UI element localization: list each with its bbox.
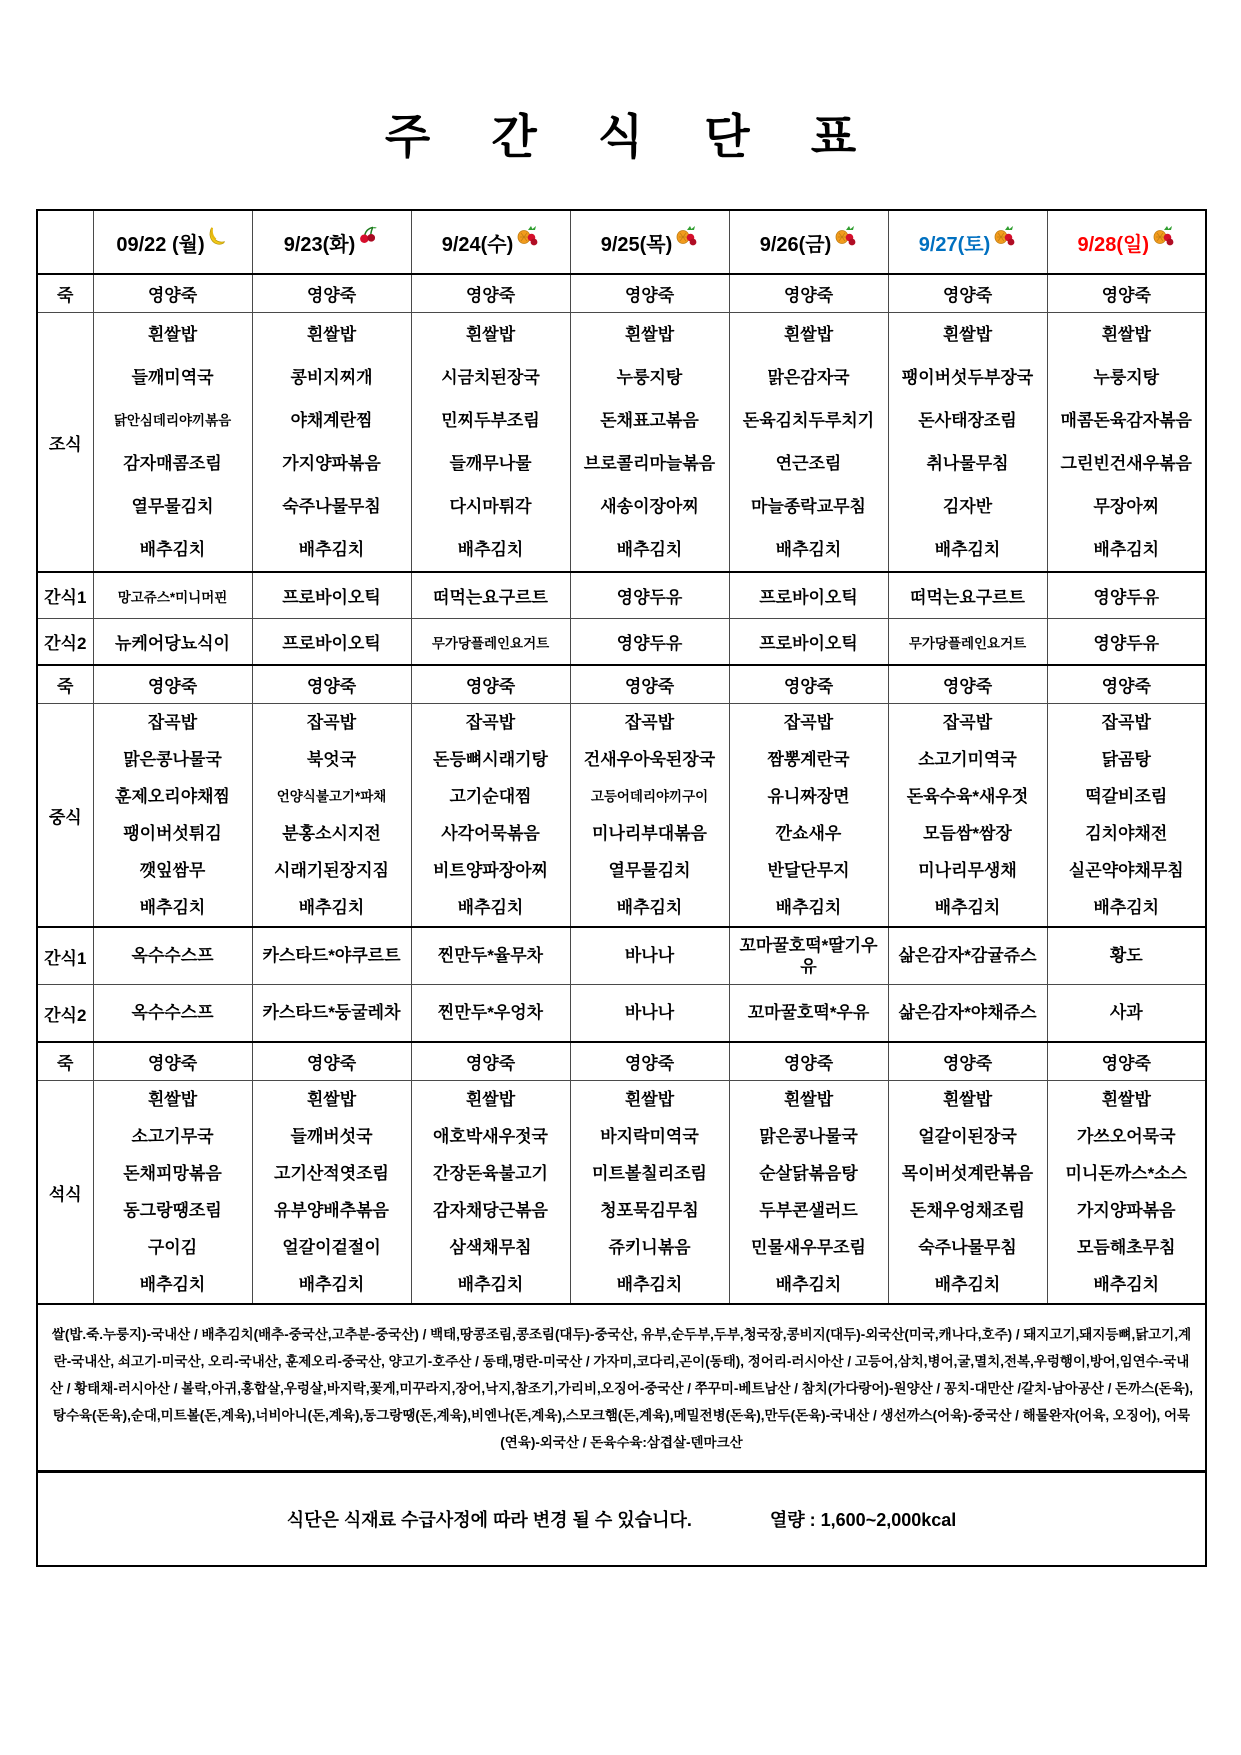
snack1-pm-cell [1047,927,1206,985]
lunch-cell [729,704,888,928]
menu-item: 목이버섯계란볶음 [901,1164,1034,1183]
cherry-icon [357,225,379,247]
menu-item: 닭곰탕 [1101,750,1151,769]
fruit-cluster-icon [674,224,698,248]
menu-item: 맑은콩나물국 [123,750,222,769]
menu-item: 열무물김치 [131,497,214,516]
menu-item: 바나나 [624,1003,675,1023]
snack2-am-cell [570,619,729,666]
dinner-cell [729,1081,888,1305]
snack1-am-cell [252,572,411,619]
snack1-pm-cell [93,927,252,985]
menu-item: 시금치된장국 [441,368,540,387]
menu-item: 열무물김치 [608,861,691,880]
row-label-snack1-am: 간식1 [37,572,93,619]
menu-item: 영양죽 [783,677,834,696]
menu-item: 영양죽 [942,677,993,696]
menu-item: 고기순대찜 [449,787,532,806]
menu-item: 잡곡밥 [147,713,198,732]
menu-item: 잡곡밥 [942,713,993,732]
menu-item: 북엇국 [306,750,357,769]
menu-item: 영양죽 [147,1054,198,1073]
porridge-noon-cell [411,665,570,704]
day-label: 9/26(금) [759,233,832,256]
menu-item: 흰쌀밥 [1101,325,1151,344]
menu-item: 미트볼칠리조림 [592,1164,707,1183]
menu-item: 마늘종락교무침 [751,497,866,516]
breakfast-row [37,313,1206,573]
snack2-pm-cell [888,985,1047,1043]
menu-item: 순살닭볶음탕 [759,1164,858,1183]
menu-item: 감자채당근볶음 [433,1201,548,1220]
menu-item: 영양죽 [306,1054,357,1073]
menu-item: 배추김치 [139,540,206,559]
menu-item: 옥수수스프 [131,1003,214,1023]
menu-item: 영양죽 [624,1054,675,1073]
menu-item: 흰쌀밥 [147,325,198,344]
menu-item: 배추김치 [616,898,683,917]
row-label-porridge-noon: 죽 [37,665,93,704]
menu-item: 연근조림 [775,454,842,473]
menu-item: 들깨무나물 [449,454,532,473]
menu-item: 영양죽 [783,286,834,305]
day-header-4 [570,210,729,274]
row-label-porridge-am: 죽 [37,274,93,313]
porridge-am-cell [1047,274,1206,313]
menu-item: 무가당플레인요거트 [431,635,550,651]
menu-item: 청포묵김무침 [600,1201,699,1220]
lunch-cell [411,704,570,928]
menu-item: 브로콜리마늘볶음 [583,454,716,473]
menu-item: 언양식불고기*파채 [276,789,387,804]
menu-item: 배추김치 [139,898,206,917]
day-label: 9/27(토) [918,233,991,256]
lunch-cell [252,704,411,928]
menu-item: 떠먹는요구르트 [433,588,548,607]
snack2-pm-cell [729,985,888,1043]
menu-item: 옥수수스프 [131,946,214,966]
menu-item: 흰쌀밥 [783,1090,834,1109]
menu-item: 비트양파장아찌 [433,861,548,880]
fruit-cluster-icon [1151,224,1175,248]
menu-item: 영양죽 [306,286,357,305]
menu-item: 간장돈육불고기 [433,1164,548,1183]
snack1-am-cell [411,572,570,619]
snack1-pm-cell [252,927,411,985]
lunch-cell [1047,704,1206,928]
porridge-am-cell [888,274,1047,313]
porridge-am-row [37,274,1206,313]
fruit-cluster-icon [992,224,1016,248]
menu-item: 영양죽 [1101,286,1151,305]
menu-item: 고기산적엿조림 [274,1164,389,1183]
porridge-am-cell [252,274,411,313]
menu-item: 흰쌀밥 [942,325,993,344]
menu-item: 뉴케어당뇨식이 [115,634,230,653]
menu-item: 들깨미역국 [131,368,214,387]
menu-item: 숙주나물무침 [282,497,381,516]
menu-item: 배추김치 [775,1275,842,1294]
menu-item: 얼갈이된장국 [918,1127,1017,1146]
menu-item: 삶은감자*야채쥬스 [898,1003,1037,1023]
menu-item: 누룽지탕 [1093,368,1160,387]
menu-item: 팽이버섯두부장국 [901,368,1034,387]
menu-item: 구이김 [147,1238,198,1257]
menu-item: 흰쌀밥 [783,325,834,344]
menu-item: 두부콘샐러드 [759,1201,858,1220]
menu-item: 민찌두부조림 [441,411,540,430]
row-label-snack2-pm: 간식2 [37,985,93,1043]
porridge-noon-cell [1047,665,1206,704]
snack1-am-cell [570,572,729,619]
dinner-cell [252,1081,411,1305]
menu-item: 배추김치 [298,1275,365,1294]
menu-item: 김자반 [942,497,993,516]
fruit-cluster-icon [515,224,539,248]
lunch-cell [570,704,729,928]
menu-item: 배추김치 [457,1275,524,1294]
menu-item: 맑은콩나물국 [759,1127,858,1146]
porridge-noon-cell [570,665,729,704]
menu-item: 그린빈건새우볶음 [1060,454,1192,473]
menu-item: 영양죽 [465,286,516,305]
corner-cell [37,210,93,274]
menu-item: 모듬쌈*쌈장 [923,824,1012,843]
porridge-noon-cell [252,665,411,704]
menu-item: 민물새우무조림 [751,1238,866,1257]
menu-item: 흰쌀밥 [1101,1090,1151,1109]
lunch-cell [93,704,252,928]
menu-item: 돈채피망볶음 [123,1164,222,1183]
menu-item: 찐만두*율무차 [437,946,544,966]
menu-item: 꼬마꿀호떡*딸기우유 [739,935,878,976]
menu-item: 야채계란찜 [290,411,373,430]
snack1-pm-row [37,927,1206,985]
origin-info-text: 쌀(밥.죽.누룽지)-국내산 / 배추김치(배추-중국산,고추분-중국산) / 백태,땅콩조림,콩조림(대두)-중국산, 유부,순두부,두부,청국장,콩비지(대두)-외국산(미국,캐나다,호주) / 돼지고기,돼지등뼈,닭고기,계란-국내산, 쇠고기-미국산, 오리-국내산, 훈제오리-중국산, 양고기-호주산 / 동태,명란-미국산 / 가자미,코다리,곤이(동태), 정어리-러시아산 / 고등어,삼치,병어,굴,멸치,전복,우렁행이,방어,임연수-국내산 / 황태채-러시아산 / 볼락,아귀,홍합살,우렁살,바지락,꽃게,미꾸라지,장어,낙지,참조기,가리비,오징어-중국산 / 쭈꾸미-베트남산 / 참치(가다랑어)-원양산 / 꽁치-대만산 /갈치-남아공산 / 돈까스(돈육),탕수육(돈육),순대,미트볼(돈,계육),너비아니(돈,계육),동그랑땡(돈,계육),비엔나(돈,계육),스모크햄(돈,계육),메밀전병(돈육),만두(돈육)-국내산 / 생선까스(어육)-중국산 / 해물완자(어육, 오징어), 어묵(연육)-외국산 / 돈육수육:삼겹살-덴마크산 [37,1304,1206,1472]
menu-item: 반달단무지 [767,861,850,880]
menu-item: 흰쌀밥 [624,325,675,344]
menu-item: 프로바이오틱 [282,588,381,607]
day-label: 09/22 (월) [116,233,205,256]
menu-item: 짬뽕계란국 [767,750,850,769]
menu-item: 분홍소시지전 [282,824,381,843]
porridge-am-cell [411,274,570,313]
menu-item: 영양죽 [465,677,516,696]
porridge-pm-row [37,1042,1206,1081]
menu-item: 가지양파볶음 [1076,1201,1176,1220]
menu-item: 돈채우엉채조림 [910,1201,1025,1220]
menu-item: 배추김치 [1093,540,1160,559]
menu-item: 배추김치 [1093,1275,1160,1294]
weekly-menu-table [36,209,1207,1567]
menu-item: 숙주나물무침 [918,1238,1017,1257]
menu-item: 닭안심데리야끼볶음 [113,413,232,428]
calorie-info: 열량 : 1,600~2,000kcal [769,1510,957,1530]
fruit-cluster-icon [833,224,857,248]
menu-item: 영양두유 [616,634,683,653]
menu-item: 영양죽 [1101,1054,1151,1073]
porridge-noon-cell [93,665,252,704]
menu-item: 잡곡밥 [783,713,834,732]
menu-item: 가지양파볶음 [282,454,381,473]
menu-item: 사과 [1109,1003,1143,1023]
menu-item: 애호박새우젓국 [433,1127,548,1146]
menu-item: 흰쌀밥 [465,325,516,344]
menu-item: 흰쌀밥 [147,1090,198,1109]
menu-item: 영양두유 [1093,634,1160,653]
snack1-am-row [37,572,1206,619]
dinner-cell [570,1081,729,1305]
menu-item: 배추김치 [616,540,683,559]
porridge-pm-cell [93,1042,252,1081]
menu-item: 카스타드*야쿠르트 [262,946,401,966]
day-label: 9/28(일) [1077,233,1150,256]
snack2-am-cell [729,619,888,666]
porridge-am-cell [570,274,729,313]
lunch-cell [888,704,1047,928]
porridge-am-cell [93,274,252,313]
menu-item: 잡곡밥 [465,713,516,732]
menu-item: 콩비지찌개 [290,368,373,387]
menu-item: 미나리무생채 [918,861,1017,880]
menu-change-note: 식단은 식재료 수급사정에 따라 변경 될 수 있습니다. [286,1510,692,1530]
menu-item: 고등어데리야끼구이 [590,789,709,804]
menu-item: 훈제오리야채찜 [115,787,230,806]
menu-item: 카스타드*둥굴레차 [262,1003,401,1023]
menu-item: 돈사태장조림 [918,411,1017,430]
menu-item: 프로바이오틱 [759,634,858,653]
breakfast-cell [729,313,888,573]
menu-item: 배추김치 [934,898,1001,917]
lunch-row [37,704,1206,928]
snack2-am-row [37,619,1206,666]
snack1-am-cell [729,572,888,619]
menu-item: 배추김치 [1093,898,1160,917]
menu-item: 감자매콤조림 [123,454,222,473]
menu-item: 실곤약야채무침 [1068,861,1184,880]
menu-item: 쥬키니볶음 [608,1238,691,1257]
menu-item: 김치야채전 [1085,824,1168,843]
menu-item: 건새우아욱된장국 [583,750,716,769]
day-header-7 [1047,210,1206,274]
porridge-noon-cell [729,665,888,704]
day-header-6 [888,210,1047,274]
menu-item: 돈채표고볶음 [600,411,699,430]
menu-item: 유부양배추볶음 [274,1201,389,1220]
menu-item: 영양죽 [942,1054,993,1073]
menu-item: 배추김치 [775,898,842,917]
menu-item: 영양죽 [1101,677,1151,696]
menu-item: 영양두유 [1093,588,1160,607]
menu-item: 미나리부대볶음 [592,824,707,843]
menu-item: 배추김치 [457,540,524,559]
menu-item: 영양죽 [624,677,675,696]
menu-item: 소고기무국 [131,1127,214,1146]
menu-item: 영양죽 [624,286,675,305]
menu-item: 삶은감자*감귤쥬스 [898,946,1037,966]
menu-item: 바지락미역국 [600,1127,699,1146]
menu-item: 영양죽 [783,1054,834,1073]
menu-item: 바나나 [624,946,675,966]
menu-item: 돈등뼈시래기탕 [433,750,548,769]
menu-item: 잡곡밥 [306,713,357,732]
snack2-pm-cell [252,985,411,1043]
row-label-breakfast: 조식 [37,313,93,573]
menu-item: 배추김치 [775,540,842,559]
menu-item: 얼갈이겉절이 [282,1238,381,1257]
menu-item: 배추김치 [298,898,365,917]
snack2-pm-cell [93,985,252,1043]
menu-item: 돈육김치두루치기 [742,411,875,430]
menu-item: 영양죽 [147,677,198,696]
menu-item: 흰쌀밥 [306,1090,357,1109]
menu-item: 프로바이오틱 [282,634,381,653]
menu-item: 깻잎쌈무 [139,861,206,880]
porridge-noon-cell [888,665,1047,704]
row-label-snack1-pm: 간식1 [37,927,93,985]
snack1-am-cell [1047,572,1206,619]
menu-item: 영양죽 [147,286,198,305]
menu-item: 영양죽 [942,286,993,305]
menu-item: 팽이버섯튀김 [123,824,222,843]
snack2-pm-cell [411,985,570,1043]
menu-item: 동그랑땡조림 [123,1201,222,1220]
menu-item: 망고쥬스*미니머핀 [117,589,228,605]
day-header-3 [411,210,570,274]
menu-item: 돈육수육*새우젓 [906,787,1029,806]
snack2-am-cell [1047,619,1206,666]
menu-item: 소고기미역국 [918,750,1017,769]
dinner-cell [93,1081,252,1305]
menu-item: 꼬마꿀호떡*우유 [747,1003,870,1023]
menu-item: 배추김치 [298,540,365,559]
menu-item: 유니짜장면 [767,787,850,806]
breakfast-cell [411,313,570,573]
snack2-am-cell [411,619,570,666]
porridge-am-cell [729,274,888,313]
banana-icon [207,225,229,247]
menu-item: 영양죽 [465,1054,516,1073]
menu-item: 배추김치 [934,540,1001,559]
row-label-snack2-am: 간식2 [37,619,93,666]
menu-item: 매콤돈육감자볶음 [1060,411,1192,430]
menu-item: 배추김치 [139,1275,206,1294]
breakfast-cell [93,313,252,573]
menu-item: 영양두유 [616,588,683,607]
dinner-cell [1047,1081,1206,1305]
dinner-row [37,1081,1206,1305]
menu-item: 누룽지탕 [616,368,683,387]
day-header-1 [93,210,252,274]
snack2-am-cell [93,619,252,666]
menu-item: 무가당플레인요거트 [908,635,1027,651]
day-label: 9/25(목) [600,233,673,256]
porridge-pm-cell [729,1042,888,1081]
day-label: 9/23(화) [283,233,356,256]
menu-item: 들깨버섯국 [290,1127,373,1146]
dinner-cell [888,1081,1047,1305]
snack1-pm-cell [411,927,570,985]
menu-item: 떡갈비조림 [1085,787,1168,806]
origin-row [37,1304,1206,1472]
menu-item: 시래기된장지짐 [274,861,389,880]
note-cell [37,1472,1206,1567]
menu-item: 사각어묵볶음 [441,824,540,843]
menu-item: 삼색채무침 [449,1238,532,1257]
menu-item: 찐만두*우엉차 [437,1003,544,1023]
breakfast-cell [570,313,729,573]
porridge-pm-cell [570,1042,729,1081]
table-header [37,210,1206,274]
menu-item: 모듬해초무침 [1076,1238,1176,1257]
menu-item: 떠먹는요구르트 [910,588,1025,607]
menu-body [37,274,1206,1304]
menu-item: 깐쇼새우 [775,824,842,843]
day-header-2 [252,210,411,274]
menu-item: 흰쌀밥 [624,1090,675,1109]
page-title: 주 간 식 단 표 [384,110,881,163]
snack2-pm-cell [1047,985,1206,1043]
row-label-dinner: 석식 [37,1081,93,1305]
menu-item: 잡곡밥 [1101,713,1151,732]
breakfast-cell [1047,313,1206,573]
porridge-pm-cell [411,1042,570,1081]
snack2-pm-cell [570,985,729,1043]
menu-item: 배추김치 [457,898,524,917]
breakfast-cell [252,313,411,573]
menu-item: 흰쌀밥 [306,325,357,344]
porridge-pm-cell [888,1042,1047,1081]
menu-item: 영양죽 [306,677,357,696]
snack1-pm-cell [729,927,888,985]
day-header-5 [729,210,888,274]
snack1-pm-cell [570,927,729,985]
menu-item: 가쓰오어묵국 [1076,1127,1176,1146]
snack2-am-cell [888,619,1047,666]
note-row [37,1472,1206,1567]
snack1-am-cell [93,572,252,619]
dinner-cell [411,1081,570,1305]
snack2-am-cell [252,619,411,666]
menu-item: 황도 [1109,946,1143,966]
menu-item: 흰쌀밥 [465,1090,516,1109]
menu-item: 새송이장아찌 [600,497,699,516]
breakfast-cell [888,313,1047,573]
menu-item: 무장아찌 [1093,497,1160,516]
day-header-row [37,210,1206,274]
snack1-am-cell [888,572,1047,619]
row-label-lunch: 중식 [37,704,93,928]
porridge-pm-cell [1047,1042,1206,1081]
porridge-pm-cell [252,1042,411,1081]
menu-item: 잡곡밥 [624,713,675,732]
menu-item: 흰쌀밥 [942,1090,993,1109]
snack2-pm-row [37,985,1206,1043]
row-label-porridge-pm: 죽 [37,1042,93,1081]
menu-item: 배추김치 [616,1275,683,1294]
menu-item: 배추김치 [934,1275,1001,1294]
menu-item: 미니돈까스*소스 [1065,1164,1188,1183]
menu-item: 취나물무침 [926,454,1009,473]
day-label: 9/24(수) [441,233,514,256]
menu-item: 프로바이오틱 [759,588,858,607]
porridge-noon-row [37,665,1206,704]
menu-item: 다시마튀각 [449,497,532,516]
snack1-pm-cell [888,927,1047,985]
menu-item: 맑은감자국 [767,368,850,387]
